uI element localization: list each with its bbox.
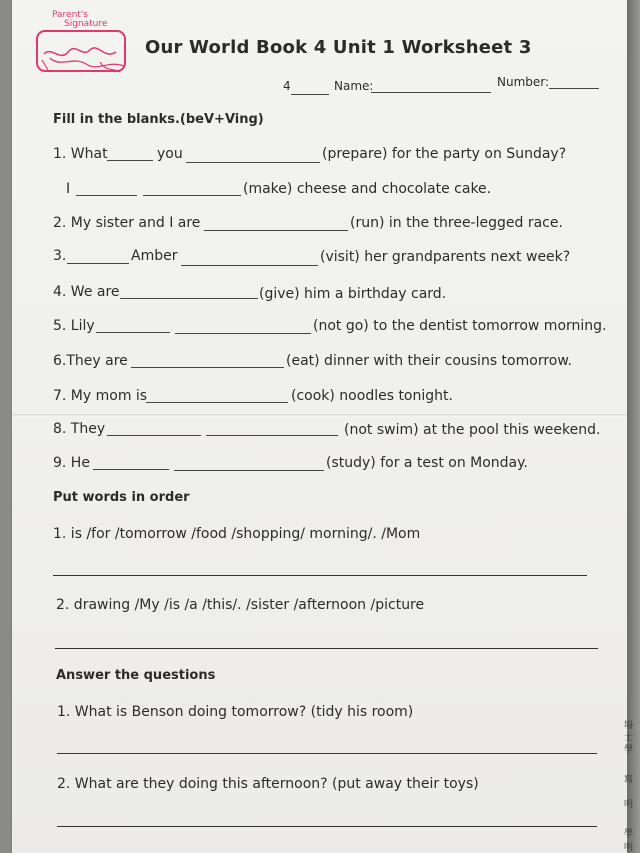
question-7-text: (cook) noodles tonight.	[291, 388, 453, 404]
number-blank[interactable]	[549, 88, 599, 89]
side-char: 場	[624, 721, 634, 731]
side-char: 士	[624, 733, 634, 743]
question-8-text: (not swim) at the pool this weekend.	[344, 422, 601, 438]
question-1b-text: I	[66, 181, 71, 197]
answer-blank[interactable]	[107, 435, 201, 436]
question-3-text: (visit) her grandparents next week?	[320, 249, 571, 265]
question-8-text: 8. They	[53, 421, 106, 437]
word-order-item-2: 2. drawing /My /is /a /this/. /sister /afternoon /picture	[56, 597, 425, 613]
answer-blank[interactable]	[131, 367, 284, 368]
question-5-text: 5. Lily	[53, 318, 95, 334]
answer-blank[interactable]	[175, 333, 311, 334]
stamp-label-parents: Parent's	[52, 10, 88, 20]
question-1-text: you	[157, 146, 183, 162]
answer-blank[interactable]	[204, 230, 348, 231]
answer-blank[interactable]	[107, 160, 153, 161]
answer-line[interactable]	[57, 826, 597, 827]
answer-blank[interactable]	[67, 263, 129, 264]
answer-blank[interactable]	[120, 298, 258, 299]
question-9-text: 9. He	[53, 455, 90, 471]
stamp-label-signature: Signature	[64, 19, 108, 29]
question-6-text: (eat) dinner with their cousins tomorrow.	[286, 353, 572, 369]
question-3-text: 3.	[53, 248, 67, 264]
answer-blank[interactable]	[76, 195, 137, 196]
question-1-text: (prepare) for the party on Sunday?	[322, 146, 567, 162]
name-label: Name:	[334, 79, 374, 93]
question-4-text: 4. We are	[53, 284, 120, 300]
answer-line[interactable]	[57, 753, 597, 754]
answer-question-1: 1. What is Benson doing tomorrow? (tidy his room)	[57, 704, 414, 720]
question-7-text: 7. My mom is	[53, 388, 148, 404]
question-2-text: (run) in the three-legged race.	[350, 215, 563, 231]
question-5-text: (not go) to the dentist tomorrow morning.	[313, 318, 607, 334]
question-3-text: Amber	[131, 248, 178, 264]
class-blank[interactable]	[291, 94, 329, 95]
page-title: Our World Book 4 Unit 1 Worksheet 3	[145, 37, 532, 58]
answer-blank[interactable]	[181, 265, 318, 266]
answer-blank[interactable]	[186, 162, 320, 163]
paper-fold	[12, 414, 627, 417]
question-2-text: 2. My sister and I are	[53, 215, 201, 231]
answer-blank[interactable]	[174, 470, 324, 471]
answer-blank[interactable]	[93, 469, 169, 470]
question-1-text: 1. What	[53, 146, 108, 162]
answer-blank[interactable]	[143, 195, 241, 196]
section-heading-fill-blanks: Fill in the blanks.(beV+Ving)	[53, 112, 264, 127]
parent-signature-stamp	[30, 10, 134, 74]
side-char: 學	[624, 745, 634, 755]
number-label: Number:	[497, 75, 550, 89]
section-heading-answer-questions: Answer the questions	[56, 668, 216, 683]
answer-line[interactable]	[53, 575, 587, 576]
side-char: 明	[624, 800, 634, 810]
name-blank[interactable]	[371, 92, 491, 93]
side-char: 明	[624, 843, 634, 853]
class-number: 4	[283, 79, 291, 93]
side-char: 寫	[624, 775, 634, 785]
answer-blank[interactable]	[96, 332, 170, 333]
signature-scribble	[30, 10, 134, 74]
side-char: 學	[624, 829, 634, 839]
answer-blank[interactable]	[146, 402, 288, 403]
answer-question-2: 2. What are they doing this afternoon? (put away their toys)	[57, 776, 479, 792]
question-6-text: 6.They are	[53, 353, 128, 369]
answer-blank[interactable]	[206, 435, 338, 436]
section-heading-word-order: Put words in order	[53, 490, 190, 505]
question-1b-text: (make) cheese and chocolate cake.	[243, 181, 492, 197]
answer-line[interactable]	[55, 648, 598, 649]
question-4-text: (give) him a birthday card.	[259, 286, 447, 302]
question-9-text: (study) for a test on Monday.	[326, 455, 528, 471]
word-order-item-1: 1. is /for /tomorrow /food /shopping/ morning/. /Mom	[53, 526, 421, 542]
